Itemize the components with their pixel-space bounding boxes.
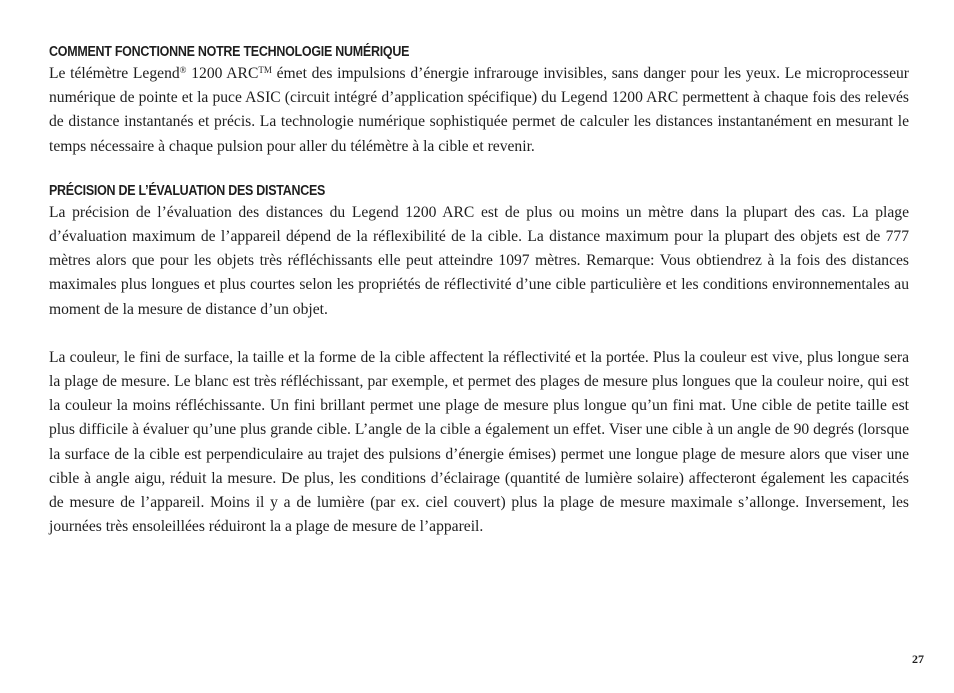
section-digital-technology <box>49 42 909 159</box>
section-heading-digital-technology: COMMENT FONCTIONNE NOTRE TECHNOLOGIE NUMÉRIQUE <box>49 44 410 60</box>
paragraph-accuracy: La précision de l’évaluation des distances du Legend 1200 ARC est de plus ou moins un mètre dans la plupart des cas. La plage d’évaluation maximum de l’appareil dépend de la réflexibilité de la cible. La distance maximum pour la plupart des objets est de 777 mètres alors que pour les objets très réfléchissants elle peut atteindre 1097 mètres. Remarque: Vous obtiendrez à la fois des distances maximales plus longues et plus courtes selon les propriétés de réflectivité d’une cible particulière et les conditions environnementales au moment de la mesure de distance d’un objet. <box>49 203 909 318</box>
paragraph-digital-technology <box>49 62 909 159</box>
section-ranging-accuracy <box>49 181 909 540</box>
section-heading-ranging-accuracy: PRÉCISION DE L’ÉVALUATION DES DISTANCES <box>49 182 326 199</box>
manual-page <box>49 42 909 539</box>
paragraph-reflectivity: La couleur, le fini de surface, la taille et la forme de la cible affectent la réflectivité et la portée. Plus la couleur est vive, plus longue sera la plage de mesure. Le blanc est très réfléchissant, par exemple, et permet des plages de mesure plus longues que la couleur noire, qui est la couleur la moins réfléchissante. Un fini brillant permet une plage de mesure plus longue qu’un fini mat. Une cible de petite taille est plus difficile à évaluer qu’une plus grande cible. L’angle de la cible a également un effet. Viser une cible à un angle de 90 degrés (lorsque la surface de la cible est perpendiculaire au trajet des pulsions d’énergie émises) permet une longue plage de mesure alors que viser une cible à angle aigu, réduit la mesure. De plus, les conditions d’éclairage (quantité de lumière solaire) affecteront également les capacités de mesure de l’appareil. Moins il y a de lumière (par ex. ciel couvert) plus la plage de mesure maximale s’allonge. Inversement, les journées très ensoleillées réduiront la a plage de mesure de l’appareil. <box>49 348 909 536</box>
text-mid: 1200 ARC <box>186 65 259 82</box>
text-end: émet des impulsions d’énergie infrarouge invisibles, sans danger pour les yeux. Le microprocesseur numérique de pointe et la puce ASIC (circuit intégré d’application spécifique) du Legend 1200 ARC permettent à chaque fois des relevés de distance instantanés et précis. La technologie numérique sophistiquée permet de calculer les distances instantanément en mesurant le temps nécessaire à chaque pulsion pour aller du télémètre à la cible et revenir. <box>49 65 909 155</box>
text-start: Le télémètre Legend <box>49 65 180 82</box>
registered-mark: ® <box>179 65 187 75</box>
trademark-mark: TM <box>258 65 272 75</box>
page-number: 27 <box>912 652 924 666</box>
